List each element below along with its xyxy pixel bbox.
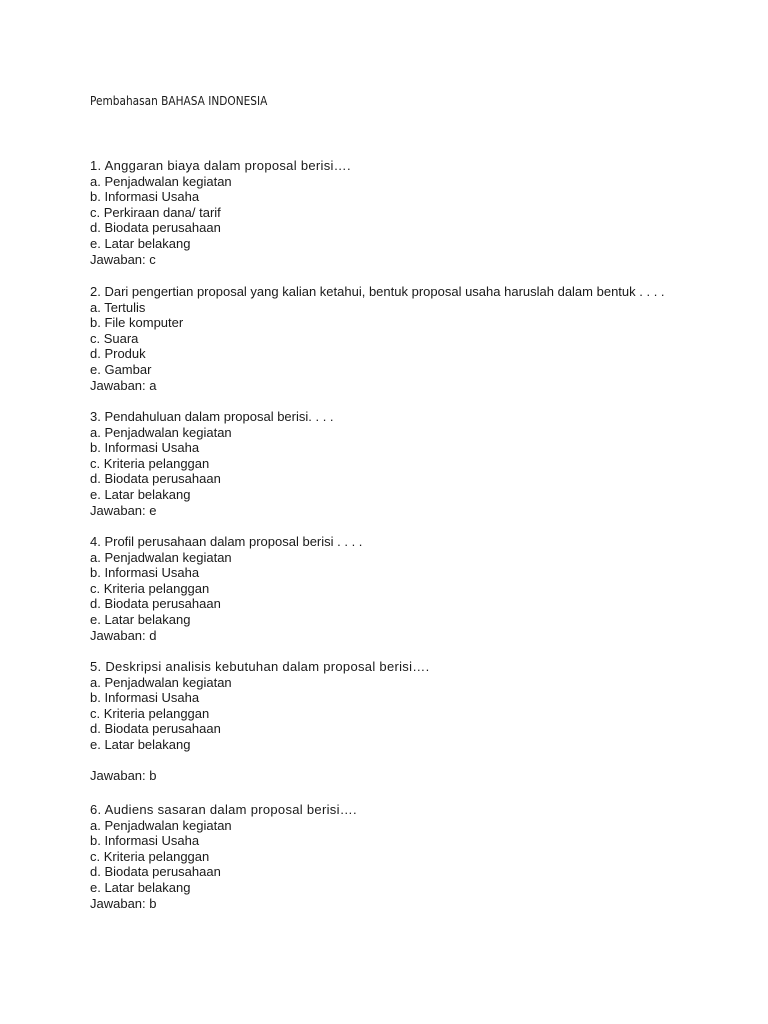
question-6	[90, 802, 357, 911]
option-d: d. Biodata perusahaan	[90, 220, 221, 236]
question-4	[90, 534, 362, 643]
option-e: e. Latar belakang	[90, 235, 191, 251]
option-a: a. Tertulis	[90, 299, 146, 315]
option-d: d. Biodata perusahaan	[90, 596, 221, 612]
option-a: a. Penjadwalan kegiatan	[90, 817, 232, 833]
answer: Jawaban: b	[90, 895, 157, 911]
option-e: e. Latar belakang	[90, 611, 191, 627]
option-a: a. Penjadwalan kegiatan	[90, 424, 232, 440]
answer: Jawaban: e	[90, 502, 157, 518]
option-e: e. Latar belakang	[90, 486, 191, 502]
option-b: b. Informasi Usaha	[90, 833, 200, 849]
question-stem: 3. Pendahuluan dalam proposal berisi. . . .	[90, 409, 334, 424]
question-stem: 6. Audiens sasaran dalam proposal berisi….	[90, 802, 357, 817]
option-c: c. Perkiraan dana/ tarif	[90, 204, 221, 220]
answer: Jawaban: a	[90, 377, 157, 393]
answer: Jawaban: b	[90, 768, 157, 784]
option-c: c. Kriteria pelanggan	[90, 705, 210, 721]
question-1	[90, 158, 351, 267]
option-d: d. Biodata perusahaan	[90, 864, 221, 880]
document-title: Pembahasan BAHASA INDONESIA	[90, 94, 268, 108]
option-e: e. Latar belakang	[90, 879, 191, 895]
option-e: e. Latar belakang	[90, 736, 191, 752]
option-a: a. Penjadwalan kegiatan	[90, 549, 232, 565]
question-stem: 5. Deskripsi analisis kebutuhan dalam proposal berisi….	[90, 659, 430, 674]
question-stem: 2. Dari pengertian proposal yang kalian ketahui, bentuk proposal usaha haruslah dalam bentuk . . . .	[90, 284, 665, 299]
answer: Jawaban: c	[90, 251, 156, 267]
option-c: c. Kriteria pelanggan	[90, 455, 210, 471]
blank-line	[90, 753, 430, 769]
option-a: a. Penjadwalan kegiatan	[90, 674, 232, 690]
option-e: e. Gambar	[90, 361, 152, 377]
option-b: b. Informasi Usaha	[90, 440, 200, 456]
answer: Jawaban: d	[90, 627, 157, 643]
option-d: d. Produk	[90, 346, 146, 362]
option-d: d. Biodata perusahaan	[90, 721, 221, 737]
option-d: d. Biodata perusahaan	[90, 471, 221, 487]
option-b: b. Informasi Usaha	[90, 565, 200, 581]
option-c: c. Kriteria pelanggan	[90, 848, 210, 864]
question-5	[90, 659, 430, 784]
question-2	[90, 284, 665, 393]
option-b: b. Informasi Usaha	[90, 690, 200, 706]
option-b: b. Informasi Usaha	[90, 189, 200, 205]
option-b: b. File komputer	[90, 315, 184, 331]
question-stem: 4. Profil perusahaan dalam proposal berisi . . . .	[90, 534, 363, 549]
option-c: c. Kriteria pelanggan	[90, 580, 210, 596]
option-c: c. Suara	[90, 330, 139, 346]
option-a: a. Penjadwalan kegiatan	[90, 173, 232, 189]
question-3	[90, 409, 334, 518]
question-stem: 1. Anggaran biaya dalam proposal berisi….	[90, 158, 351, 173]
